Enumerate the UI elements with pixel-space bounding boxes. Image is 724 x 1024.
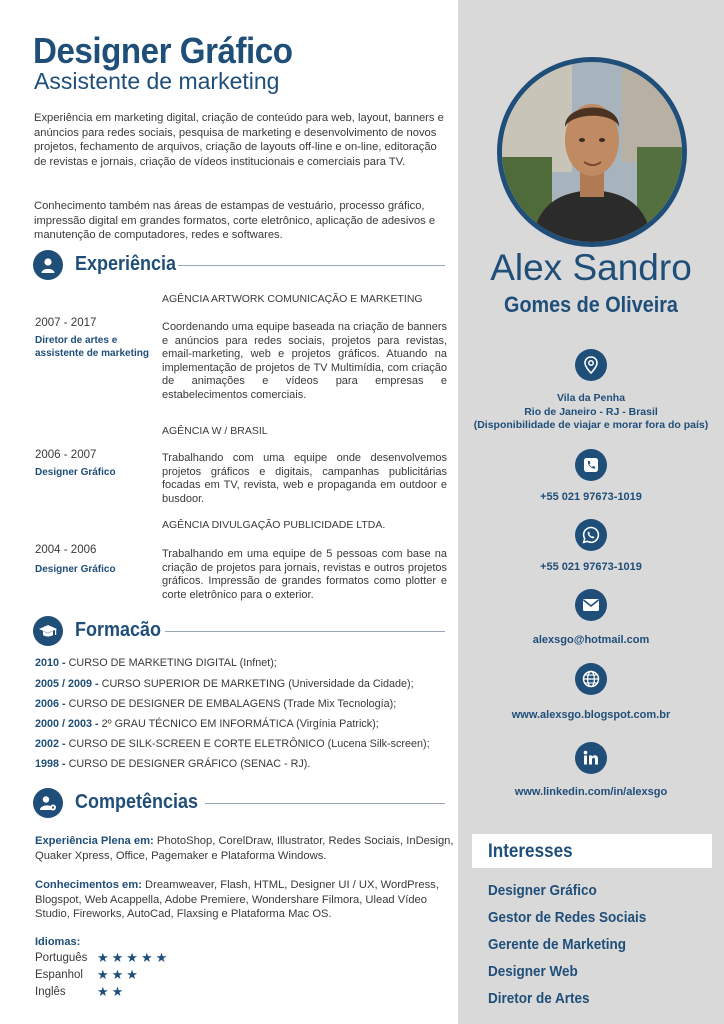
language-name: Espanhol xyxy=(35,969,83,981)
skills-knowledge: Conhecimentos em: Dreamweaver, Flash, HTML, Designer UI / UX, WordPress, Blogspot, Web Acappella, Adobe Premiere, Wondershare Filmora, Ulead Vídeo Studio, Fireworks, AutoCad, Flaxsing e Plataforma Mac OS. xyxy=(35,879,439,921)
location-pin-icon xyxy=(575,349,607,381)
intro-paragraph-2: Conhecimento também nas áreas de estampas de vestuário, processo gráfico, impressão digital em grandes formatos, corte eletrônico, aplicação de adesivos e manutenção de computadores, redes e softwares. xyxy=(34,200,436,242)
language-name: Português xyxy=(35,952,88,964)
profile-last-name: Gomes de Oliveira xyxy=(504,292,678,317)
person-gear-icon xyxy=(33,788,63,818)
interest-item: Diretor de Artes xyxy=(488,990,590,1007)
contact-linkedin[interactable]: www.linkedin.com/in/alexsgo xyxy=(514,786,668,798)
section-divider xyxy=(165,631,445,632)
education-item: 2010 - CURSO DE MARKETING DIGITAL (Infnet); xyxy=(35,657,277,669)
person-icon xyxy=(33,250,63,280)
language-rating-stars: ★★★ xyxy=(97,967,141,982)
contact-phone[interactable]: +55 021 97673-1019 xyxy=(540,491,642,503)
graduation-cap-icon xyxy=(33,616,63,646)
email-icon xyxy=(575,589,607,621)
education-item: 2000 / 2003 - 2º GRAU TÉCNICO EM INFORMÁTICA (Virgínia Patrick); xyxy=(35,718,379,730)
interest-item: Designer Web xyxy=(488,963,578,980)
experience-description: Coordenando uma equipe baseada na criação de banners e anúncios para redes sociais, projetos para revistas, email-marketing, web e projetos gráficos. Atuando na implementação de projetos de TV Multimídia, com criação de animações e vídeos para empresas e estabelecimentos comerciais. xyxy=(162,321,447,401)
section-skills-header xyxy=(33,788,445,820)
contact-website[interactable]: www.alexsgo.blogspot.com.br xyxy=(511,709,671,721)
contact-email[interactable]: alexsgo@hotmail.com xyxy=(532,634,650,646)
section-education-title: Formacão xyxy=(75,619,162,641)
experience-description: Trabalhando em uma equipe de 5 pessoas com base na criação de projetos para jornais, revistas e outros projetos gráficos. Impressão de grandes formatos como plotter e corte eletrônico para o exterior. xyxy=(162,548,447,601)
experience-company: AGÊNCIA ARTWORK COMUNICAÇÃO E MARKETING xyxy=(162,293,423,305)
experience-role: Diretor de artes e assistente de marketing xyxy=(35,335,149,359)
page-subtitle: Assistente de marketing xyxy=(34,68,280,94)
globe-icon xyxy=(575,663,607,695)
education-item: 2006 - CURSO DE DESIGNER DE EMBALAGENS (Trade Mix Tecnología); xyxy=(35,698,397,710)
experience-date: 2007 - 2017 xyxy=(35,317,97,329)
experience-role: Designer Gráfico xyxy=(35,564,116,575)
experience-description: Trabalhando com uma equipe onde desenvolvemos projetos gráficos e digitais, campanhas publicitárias focadas em TV, revista, web e propaganda em outdoor e busdoor. xyxy=(162,452,447,505)
section-skills-title: Competências xyxy=(75,791,199,813)
section-experience-title: Experiência xyxy=(75,253,177,275)
contact-address: Vila da Penha Rio de Janeiro - RJ - Brasil (Disponibilidade de viajar e morar fora do país) xyxy=(473,392,709,431)
profile-first-name: Alex Sandro xyxy=(490,247,692,288)
experience-role: Designer Gráfico xyxy=(35,467,116,478)
language-rating-stars: ★★ xyxy=(97,984,127,999)
language-name: Inglês xyxy=(35,986,66,998)
education-item: 2002 - CURSO DE SILK-SCREEN E CORTE ELETRÔNICO (Lucena Silk-screen); xyxy=(35,738,430,750)
experience-date: 2004 - 2006 xyxy=(35,544,97,556)
education-item: 2005 / 2009 - CURSO SUPERIOR DE MARKETING (Universidade da Cidade); xyxy=(35,678,414,690)
education-item: 1998 - CURSO DE DESIGNER GRÁFICO (SENAC - RJ). xyxy=(35,758,311,770)
experience-date: 2006 - 2007 xyxy=(35,449,97,461)
interest-item: Gerente de Marketing xyxy=(488,936,627,953)
languages-label: Idiomas: xyxy=(35,936,81,948)
whatsapp-icon xyxy=(575,519,607,551)
experience-company: AGÊNCIA DIVULGAÇÃO PUBLICIDADE LTDA. xyxy=(162,519,386,531)
skills-full-experience: Experiência Plena em: PhotoShop, CorelDraw, Illustrator, Redes Sociais, InDesign, Quaker Xpress, Office, Pagemaker e Plataforma Windows. xyxy=(35,835,454,862)
section-experience-header xyxy=(33,250,445,282)
experience-company: AGÊNCIA W / BRASIL xyxy=(162,425,268,437)
interests-title: Interesses xyxy=(488,841,573,862)
language-rating-stars: ★★★★★ xyxy=(97,950,171,965)
section-divider xyxy=(205,803,445,804)
intro-paragraph-1: Experiência em marketing digital, criação de conteúdo para web, layout, banners e anúncios para redes sociais, pesquisa de marketing e desenvolvimento de novos projetos, fechamento de arquivos, criação de layouts off-line e on-line, editoração de revistas e jornais, criação de vídeos institucionais e comerciais para TV. xyxy=(34,112,444,168)
section-divider xyxy=(178,265,445,266)
profile-photo xyxy=(497,57,687,247)
phone-icon xyxy=(575,449,607,481)
section-education-header xyxy=(33,616,445,648)
contact-whatsapp[interactable]: +55 021 97673-1019 xyxy=(540,561,642,573)
interest-item: Designer Gráfico xyxy=(488,882,597,899)
interest-item: Gestor de Redes Sociais xyxy=(488,909,647,926)
page-title: Designer Gráfico xyxy=(33,30,293,71)
linkedin-icon xyxy=(575,742,607,774)
